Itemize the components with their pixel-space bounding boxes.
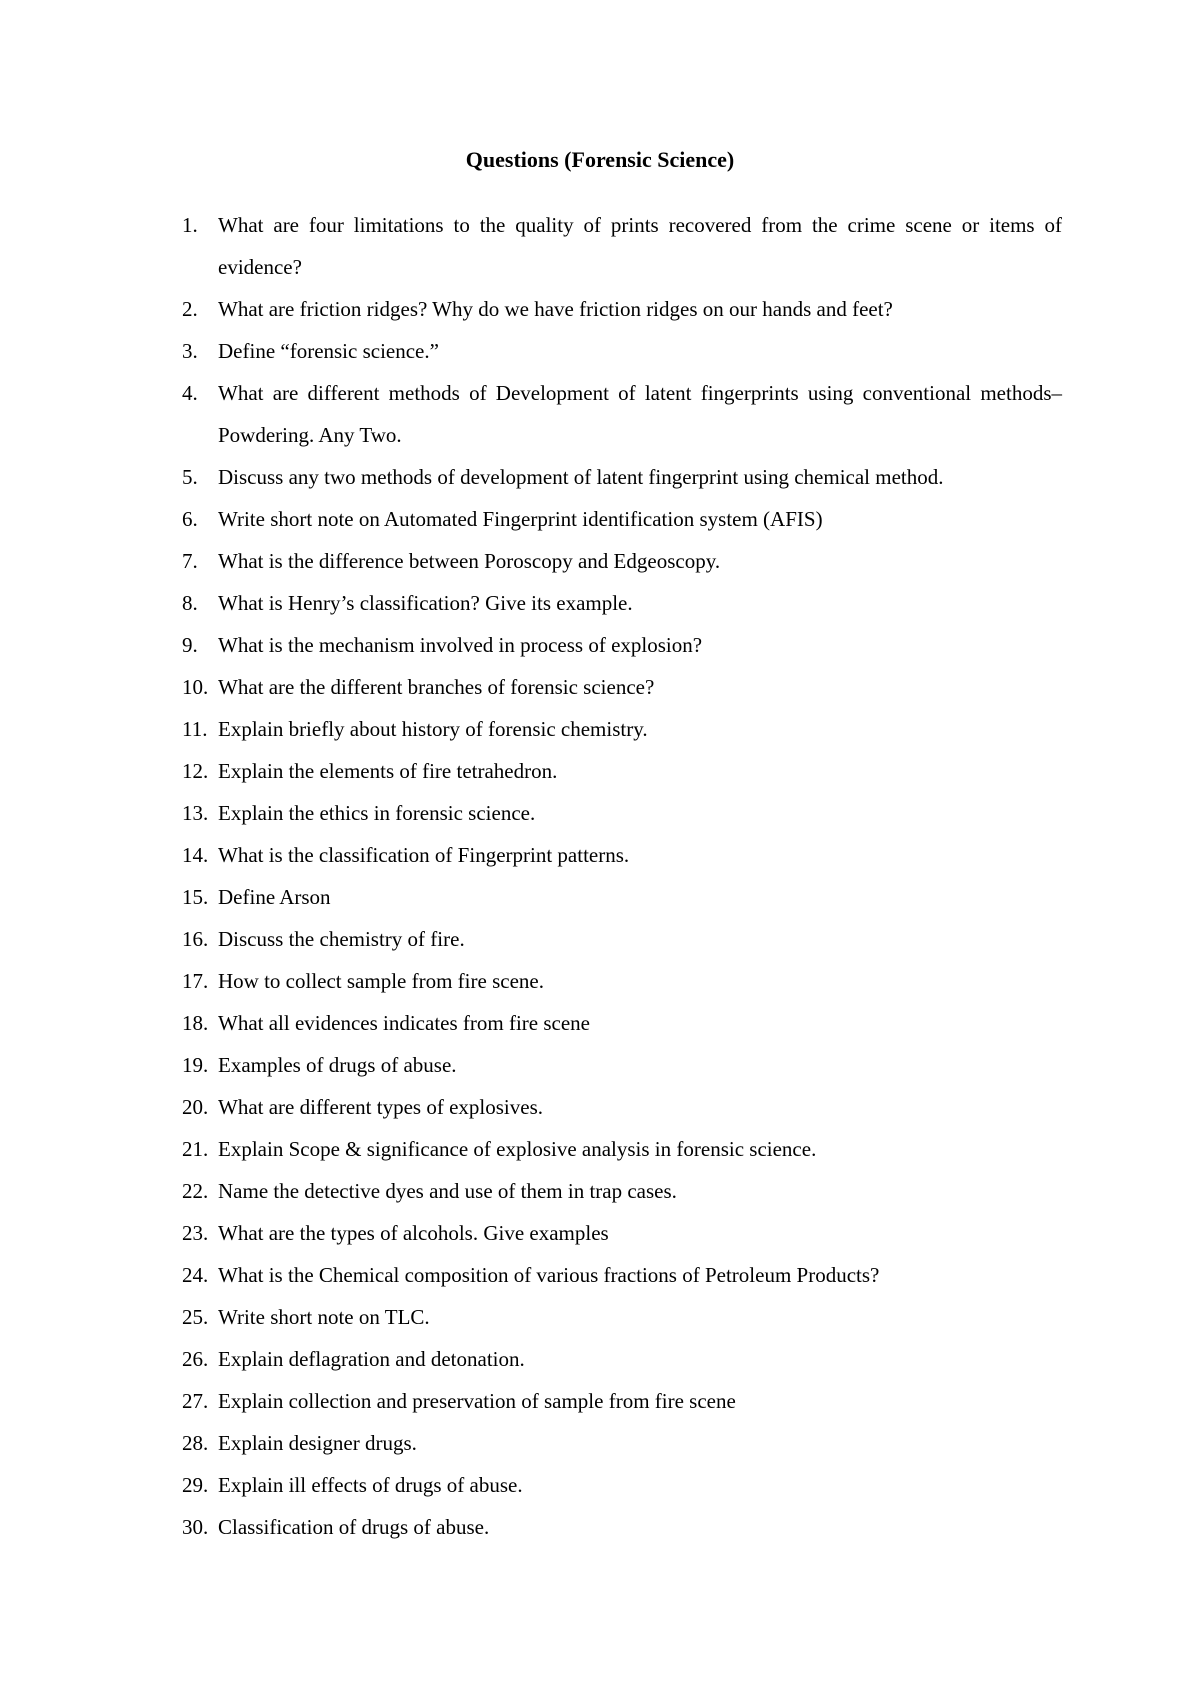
question-number: 20. [182,1095,209,1119]
question-text: Write short note on Automated Fingerprint identification system (AFIS) [218,507,823,531]
question-item [182,1422,1062,1464]
question-text: Explain the ethics in forensic science. [218,801,536,825]
question-text: Define “forensic science.” [218,339,439,363]
question-item [182,204,1062,288]
question-item [182,1170,1062,1212]
question-item [182,666,1062,708]
question-text: What is Henry’s classification? Give its example. [218,591,633,615]
question-text: Explain deflagration and detonation. [218,1347,525,1371]
question-text: Explain Scope & significance of explosive analysis in forensic science. [218,1137,817,1161]
question-item [182,540,1062,582]
question-item [182,834,1062,876]
question-text: How to collect sample from fire scene. [218,969,544,993]
question-text: What is the Chemical composition of various fractions of Petroleum Products? [218,1263,880,1287]
question-number: 14. [182,843,209,867]
question-item [182,582,1062,624]
question-item [182,792,1062,834]
question-text: What are friction ridges? Why do we have friction ridges on our hands and feet? [218,297,893,321]
question-item [182,1212,1062,1254]
question-number: 27. [182,1389,209,1413]
question-text: Write short note on TLC. [218,1305,430,1329]
question-item [182,1086,1062,1128]
page-title: Questions (Forensic Science) [465,147,735,172]
question-item [182,330,1062,372]
question-item [182,1254,1062,1296]
question-number: 19. [182,1053,209,1077]
question-list [182,204,1062,1548]
question-text: Examples of drugs of abuse. [218,1053,457,1077]
question-item [182,1296,1062,1338]
question-text: Explain briefly about history of forensic chemistry. [218,717,648,741]
question-text: What all evidences indicates from fire scene [218,1011,590,1035]
question-number: 8. [182,591,198,615]
question-number: 21. [182,1137,209,1161]
question-item [182,1464,1062,1506]
question-number: 13. [182,801,209,825]
question-text: Discuss the chemistry of fire. [218,927,465,951]
question-item [182,960,1062,1002]
question-number: 2. [182,297,198,321]
question-number: 24. [182,1263,209,1287]
question-number: 7. [182,549,198,573]
question-item [182,498,1062,540]
question-number: 17. [182,969,209,993]
question-text: Explain the elements of fire tetrahedron. [218,759,558,783]
question-number: 15. [182,885,209,909]
question-text: Define Arson [218,885,331,909]
question-item [182,750,1062,792]
question-item [182,1380,1062,1422]
question-item [182,1002,1062,1044]
question-text: What is the classification of Fingerprint patterns. [218,843,630,867]
question-text: What is the mechanism involved in process of explosion? [218,633,703,657]
question-number: 4. [182,381,198,405]
question-text: Explain ill effects of drugs of abuse. [218,1473,523,1497]
question-item [182,372,1062,456]
question-text: What is the difference between Poroscopy and Edgeoscopy. [218,549,721,573]
question-number: 9. [182,633,198,657]
question-text: What are the different branches of forensic science? [218,675,655,699]
question-item [182,918,1062,960]
question-number: 3. [182,339,198,363]
question-number: 5. [182,465,198,489]
question-number: 25. [182,1305,209,1329]
question-item [182,1044,1062,1086]
question-number: 23. [182,1221,209,1245]
question-item [182,456,1062,498]
question-number: 22. [182,1179,209,1203]
question-item [182,1128,1062,1170]
question-text: What are the types of alcohols. Give examples [218,1221,609,1245]
question-text: Explain designer drugs. [218,1431,417,1455]
question-number: 16. [182,927,209,951]
question-text: What are four limitations to the quality of prints recovered from the crime scene or items of evidence? [218,213,1062,279]
question-item [182,876,1062,918]
question-item [182,708,1062,750]
question-item [182,288,1062,330]
question-number: 1. [182,213,198,237]
question-text: What are different methods of Development of latent fingerprints using conventional methods–Powdering. Any Two. [218,381,1062,447]
question-number: 10. [182,675,209,699]
question-text: Explain collection and preservation of sample from fire scene [218,1389,736,1413]
question-number: 28. [182,1431,209,1455]
question-number: 6. [182,507,198,531]
question-number: 12. [182,759,209,783]
question-text: Discuss any two methods of development of latent fingerprint using chemical method. [218,465,944,489]
question-text: Name the detective dyes and use of them in trap cases. [218,1179,677,1203]
question-item [182,624,1062,666]
question-item [182,1506,1062,1548]
question-number: 29. [182,1473,209,1497]
question-number: 11. [182,717,208,741]
question-item [182,1338,1062,1380]
question-number: 18. [182,1011,209,1035]
question-text: Classification of drugs of abuse. [218,1515,490,1539]
question-number: 30. [182,1515,209,1539]
question-number: 26. [182,1347,209,1371]
question-text: What are different types of explosives. [218,1095,543,1119]
